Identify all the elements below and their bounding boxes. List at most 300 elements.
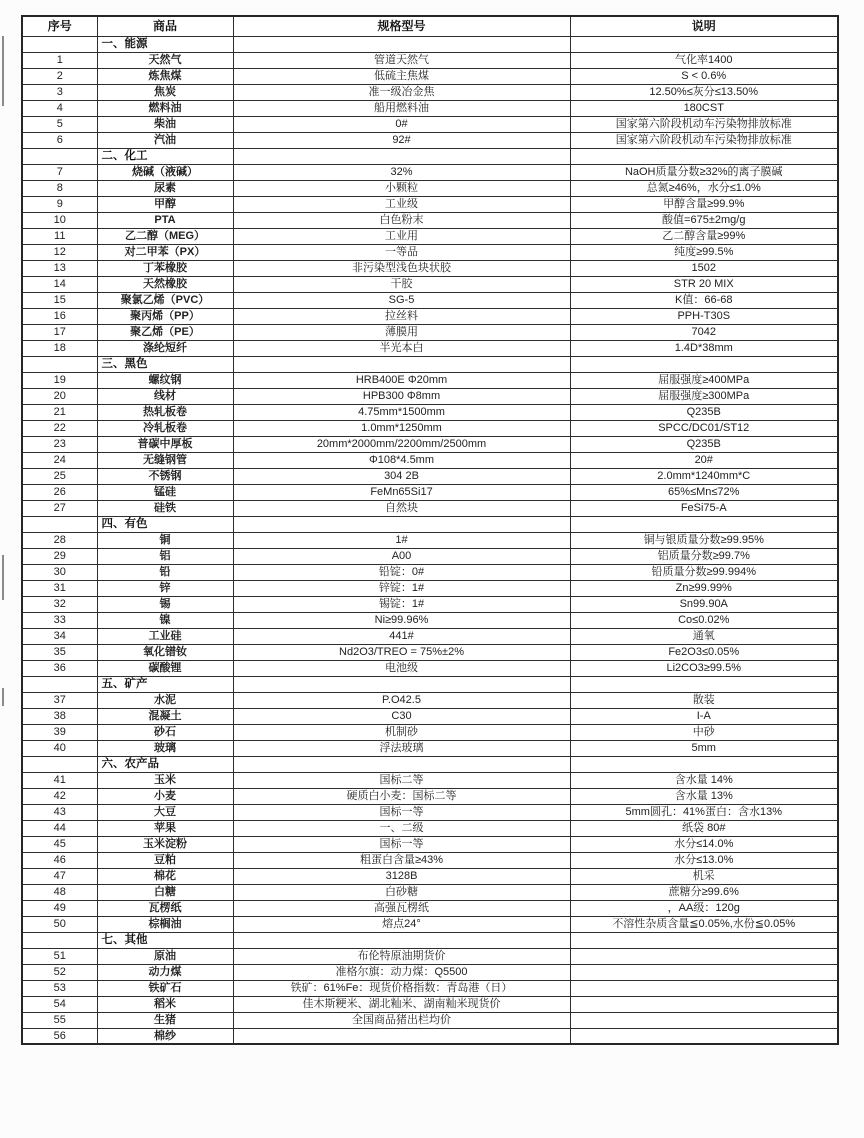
table-row (22, 468, 838, 484)
spec-cell: 32% (233, 164, 570, 180)
no-cell: 32 (22, 596, 97, 612)
spec-cell: 自然块 (233, 500, 570, 516)
no-cell: 37 (22, 692, 97, 708)
no-cell: 42 (22, 788, 97, 804)
table-row (22, 484, 838, 500)
desc-cell: FeSi75-A (570, 500, 838, 516)
name-cell: 碳酸锂 (97, 660, 233, 676)
table-body (22, 36, 838, 1044)
no-cell (22, 516, 97, 532)
spec-cell: 干胶 (233, 276, 570, 292)
spec-cell: 低硫主焦煤 (233, 68, 570, 84)
name-cell: 冷轧板卷 (97, 420, 233, 436)
spec-cell: 国标一等 (233, 836, 570, 852)
no-cell: 18 (22, 340, 97, 356)
spec-cell: 全国商品猪出栏均价 (233, 1012, 570, 1028)
desc-cell: 5mm (570, 740, 838, 756)
desc-cell: I-A (570, 708, 838, 724)
no-cell: 1 (22, 52, 97, 68)
no-cell: 43 (22, 804, 97, 820)
table-row (22, 132, 838, 148)
spec-cell (233, 1028, 570, 1044)
spec-cell (233, 756, 570, 772)
desc-cell: 不溶性杂质含量≦0.05%,水份≦0.05% (570, 916, 838, 932)
name-cell: 玉米 (97, 772, 233, 788)
no-cell: 38 (22, 708, 97, 724)
table-row (22, 292, 838, 308)
spec-cell: Ni≥99.96% (233, 612, 570, 628)
spec-cell: 锌锭：1# (233, 580, 570, 596)
desc-cell (570, 1028, 838, 1044)
spec-cell: 工业级 (233, 196, 570, 212)
table-row (22, 324, 838, 340)
table-row (22, 532, 838, 548)
section-row (22, 36, 838, 52)
table-row (22, 116, 838, 132)
table-row (22, 164, 838, 180)
no-cell: 24 (22, 452, 97, 468)
desc-cell (570, 148, 838, 164)
table-row (22, 388, 838, 404)
spec-cell: 准格尔旗：动力煤：Q5500 (233, 964, 570, 980)
section-label: 五、矿产 (97, 676, 233, 692)
table-row (22, 340, 838, 356)
desc-cell: Q235B (570, 436, 838, 452)
column-header-name: 商品 (97, 16, 233, 36)
desc-cell: 酸值=675±2mg/g (570, 212, 838, 228)
no-cell: 26 (22, 484, 97, 500)
no-cell: 3 (22, 84, 97, 100)
desc-cell: 12.50%≤灰分≤13.50% (570, 84, 838, 100)
name-cell: 铅 (97, 564, 233, 580)
desc-cell: 国家第六阶段机动车污染物排放标准 (570, 132, 838, 148)
table-row (22, 1028, 838, 1044)
spec-cell: 铁矿：61%Fe：现货价格指数：青岛港（日） (233, 980, 570, 996)
table-row (22, 1012, 838, 1028)
spec-cell: Φ108*4.5mm (233, 452, 570, 468)
name-cell: 炼焦煤 (97, 68, 233, 84)
desc-cell: Zn≥99.99% (570, 580, 838, 596)
desc-cell: 水分≤13.0% (570, 852, 838, 868)
no-cell: 2 (22, 68, 97, 84)
table-row (22, 420, 838, 436)
no-cell: 34 (22, 628, 97, 644)
spec-cell: 4.75mm*1500mm (233, 404, 570, 420)
name-cell: 燃料油 (97, 100, 233, 116)
desc-cell: 屈服强度≥400MPa (570, 372, 838, 388)
desc-cell: 机采 (570, 868, 838, 884)
section-label: 四、有色 (97, 516, 233, 532)
desc-cell: NaOH质量分数≥32%的离子膜碱 (570, 164, 838, 180)
table-row (22, 84, 838, 100)
column-header-desc: 说明 (570, 16, 838, 36)
name-cell: 丁苯橡胶 (97, 260, 233, 276)
table-row (22, 564, 838, 580)
name-cell: 对二甲苯（PX） (97, 244, 233, 260)
no-cell: 53 (22, 980, 97, 996)
no-cell: 13 (22, 260, 97, 276)
spec-cell: C30 (233, 708, 570, 724)
name-cell: 汽油 (97, 132, 233, 148)
name-cell: 铝 (97, 548, 233, 564)
spec-cell (233, 148, 570, 164)
table-row (22, 884, 838, 900)
no-cell: 17 (22, 324, 97, 340)
name-cell: 原油 (97, 948, 233, 964)
table-row (22, 612, 838, 628)
name-cell: 天然气 (97, 52, 233, 68)
desc-cell (570, 676, 838, 692)
column-header-no: 序号 (22, 16, 97, 36)
name-cell: 涤纶短纤 (97, 340, 233, 356)
table-row (22, 948, 838, 964)
name-cell: 工业硅 (97, 628, 233, 644)
no-cell: 20 (22, 388, 97, 404)
name-cell: 小麦 (97, 788, 233, 804)
desc-cell: 通氧 (570, 628, 838, 644)
desc-cell: 铅质量分数≥99.994% (570, 564, 838, 580)
section-label: 一、能源 (97, 36, 233, 52)
no-cell: 39 (22, 724, 97, 740)
no-cell: 46 (22, 852, 97, 868)
name-cell: 豆粕 (97, 852, 233, 868)
desc-cell: Li2CO3≥99.5% (570, 660, 838, 676)
no-cell: 15 (22, 292, 97, 308)
table-row (22, 772, 838, 788)
name-cell: 尿素 (97, 180, 233, 196)
spec-cell: SG-5 (233, 292, 570, 308)
section-row (22, 756, 838, 772)
no-cell: 14 (22, 276, 97, 292)
desc-cell: 5mm圆孔：41%蛋白：含水13% (570, 804, 838, 820)
name-cell: 天然橡胶 (97, 276, 233, 292)
no-cell: 49 (22, 900, 97, 916)
spec-cell: 熔点24° (233, 916, 570, 932)
no-cell: 31 (22, 580, 97, 596)
desc-cell: 180CST (570, 100, 838, 116)
no-cell: 12 (22, 244, 97, 260)
no-cell: 23 (22, 436, 97, 452)
desc-cell: 1.4D*38mm (570, 340, 838, 356)
table-row (22, 52, 838, 68)
name-cell: 苹果 (97, 820, 233, 836)
no-cell: 47 (22, 868, 97, 884)
table-row (22, 580, 838, 596)
table-row (22, 276, 838, 292)
desc-cell: 7042 (570, 324, 838, 340)
table-row (22, 740, 838, 756)
section-label: 六、农产品 (97, 756, 233, 772)
name-cell: PTA (97, 212, 233, 228)
spec-cell: 441# (233, 628, 570, 644)
desc-cell: Sn99.90A (570, 596, 838, 612)
name-cell: 铜 (97, 532, 233, 548)
table-row (22, 260, 838, 276)
desc-cell: 散装 (570, 692, 838, 708)
no-cell: 21 (22, 404, 97, 420)
spec-cell: 高强瓦楞纸 (233, 900, 570, 916)
no-cell: 19 (22, 372, 97, 388)
name-cell: 氧化镨钕 (97, 644, 233, 660)
spec-cell: 92# (233, 132, 570, 148)
no-cell: 50 (22, 916, 97, 932)
no-cell: 52 (22, 964, 97, 980)
spec-cell: 拉丝料 (233, 308, 570, 324)
no-cell: 7 (22, 164, 97, 180)
spec-cell: A00 (233, 548, 570, 564)
table-row (22, 628, 838, 644)
no-cell: 5 (22, 116, 97, 132)
desc-cell: SPCC/DC01/ST12 (570, 420, 838, 436)
spec-cell (233, 932, 570, 948)
desc-cell: PPH-T30S (570, 308, 838, 324)
table-row (22, 212, 838, 228)
no-cell: 22 (22, 420, 97, 436)
table-row (22, 436, 838, 452)
name-cell: 线材 (97, 388, 233, 404)
table-row (22, 548, 838, 564)
section-row (22, 356, 838, 372)
name-cell: 棉花 (97, 868, 233, 884)
table-row (22, 788, 838, 804)
desc-cell: 甲醇含量≥99.9% (570, 196, 838, 212)
table-row (22, 404, 838, 420)
section-label: 二、化工 (97, 148, 233, 164)
no-cell: 45 (22, 836, 97, 852)
name-cell: 柴油 (97, 116, 233, 132)
no-cell: 10 (22, 212, 97, 228)
desc-cell: STR 20 MIX (570, 276, 838, 292)
header-row (22, 16, 838, 36)
desc-cell: Co≤0.02% (570, 612, 838, 628)
no-cell (22, 756, 97, 772)
desc-cell: 含水量 13% (570, 788, 838, 804)
section-row (22, 932, 838, 948)
table-row (22, 68, 838, 84)
table-row (22, 228, 838, 244)
desc-cell (570, 516, 838, 532)
name-cell: 铁矿石 (97, 980, 233, 996)
desc-cell (570, 756, 838, 772)
name-cell: 砂石 (97, 724, 233, 740)
spec-cell: 白色粉末 (233, 212, 570, 228)
no-cell: 30 (22, 564, 97, 580)
spec-cell: 半光本白 (233, 340, 570, 356)
spec-cell: 一、二级 (233, 820, 570, 836)
name-cell: 生猪 (97, 1012, 233, 1028)
no-cell: 27 (22, 500, 97, 516)
spec-cell: 电池级 (233, 660, 570, 676)
name-cell: 焦炭 (97, 84, 233, 100)
desc-cell: 屈服强度≥300MPa (570, 388, 838, 404)
desc-cell: Fe2O3≤0.05% (570, 644, 838, 660)
spec-cell: 粗蛋白含量≥43% (233, 852, 570, 868)
desc-cell: 乙二醇含量≥99% (570, 228, 838, 244)
scan-edge-artifact (2, 36, 4, 106)
spec-cell: 0# (233, 116, 570, 132)
table-row (22, 836, 838, 852)
spec-cell: 非污染型浅色块状胶 (233, 260, 570, 276)
name-cell: 甲醇 (97, 196, 233, 212)
spec-cell: 304 2B (233, 468, 570, 484)
name-cell: 烧碱（液碱） (97, 164, 233, 180)
name-cell: 聚氯乙烯（PVC） (97, 292, 233, 308)
name-cell: 硅铁 (97, 500, 233, 516)
table-row (22, 964, 838, 980)
spec-cell: 20mm*2000mm/2200mm/2500mm (233, 436, 570, 452)
no-cell: 29 (22, 548, 97, 564)
spec-cell: P.O42.5 (233, 692, 570, 708)
no-cell: 55 (22, 1012, 97, 1028)
section-row (22, 148, 838, 164)
section-row (22, 516, 838, 532)
scan-edge-artifact (2, 688, 4, 706)
no-cell: 35 (22, 644, 97, 660)
table-row (22, 868, 838, 884)
spec-cell (233, 36, 570, 52)
desc-cell: 纯度≥99.5% (570, 244, 838, 260)
spec-cell: FeMn65Si17 (233, 484, 570, 500)
table-header (22, 16, 838, 36)
name-cell: 白糖 (97, 884, 233, 900)
no-cell: 11 (22, 228, 97, 244)
table-row (22, 244, 838, 260)
table-row (22, 980, 838, 996)
spec-cell: 准一级冶金焦 (233, 84, 570, 100)
table-row (22, 724, 838, 740)
no-cell: 48 (22, 884, 97, 900)
desc-cell: 中砂 (570, 724, 838, 740)
table-row (22, 804, 838, 820)
spec-cell: HPB300 Φ8mm (233, 388, 570, 404)
name-cell: 无缝钢管 (97, 452, 233, 468)
desc-cell (570, 356, 838, 372)
spec-cell: 薄膜用 (233, 324, 570, 340)
section-label: 三、黑色 (97, 356, 233, 372)
no-cell: 36 (22, 660, 97, 676)
table-row (22, 196, 838, 212)
name-cell: 螺纹钢 (97, 372, 233, 388)
no-cell (22, 148, 97, 164)
table-row (22, 500, 838, 516)
no-cell: 6 (22, 132, 97, 148)
desc-cell: 65%≤Mn≤72% (570, 484, 838, 500)
name-cell: 聚乙烯（PE） (97, 324, 233, 340)
desc-cell (570, 948, 838, 964)
spec-cell: 布伦特原油期货价 (233, 948, 570, 964)
table-row (22, 100, 838, 116)
name-cell: 锡 (97, 596, 233, 612)
desc-cell (570, 964, 838, 980)
desc-cell: ，AA级：120g (570, 900, 838, 916)
column-header-spec: 规格型号 (233, 16, 570, 36)
table-row (22, 308, 838, 324)
table-row (22, 596, 838, 612)
desc-cell: 水分≤14.0% (570, 836, 838, 852)
no-cell: 9 (22, 196, 97, 212)
no-cell: 56 (22, 1028, 97, 1044)
spec-cell: 3128B (233, 868, 570, 884)
spec-cell: 管道天然气 (233, 52, 570, 68)
spec-cell: 浮法玻璃 (233, 740, 570, 756)
desc-cell: 蔗糖分≥99.6% (570, 884, 838, 900)
spec-cell: 硬质白小麦：国标二等 (233, 788, 570, 804)
table-row (22, 644, 838, 660)
desc-cell (570, 996, 838, 1012)
no-cell: 33 (22, 612, 97, 628)
name-cell: 棉纱 (97, 1028, 233, 1044)
no-cell (22, 676, 97, 692)
name-cell: 热轧板卷 (97, 404, 233, 420)
section-label: 七、其他 (97, 932, 233, 948)
spec-cell: 佳木斯粳米、湖北籼米、湖南籼米现货价 (233, 996, 570, 1012)
name-cell: 大豆 (97, 804, 233, 820)
table-row (22, 852, 838, 868)
scan-edge-artifact (2, 555, 4, 600)
table-row (22, 996, 838, 1012)
spec-cell: 白砂糖 (233, 884, 570, 900)
table-row (22, 708, 838, 724)
desc-cell: 国家第六阶段机动车污染物排放标准 (570, 116, 838, 132)
table-row (22, 452, 838, 468)
name-cell: 镍 (97, 612, 233, 628)
no-cell (22, 356, 97, 372)
spec-cell: 铅锭：0# (233, 564, 570, 580)
desc-cell: S < 0.6% (570, 68, 838, 84)
spec-cell (233, 356, 570, 372)
no-cell: 16 (22, 308, 97, 324)
desc-cell (570, 932, 838, 948)
desc-cell: 总氮≥46%，水分≤1.0% (570, 180, 838, 196)
spec-cell: 1# (233, 532, 570, 548)
desc-cell: 气化率1400 (570, 52, 838, 68)
spec-cell: HRB400E Φ20mm (233, 372, 570, 388)
no-cell: 40 (22, 740, 97, 756)
spec-cell: 一等品 (233, 244, 570, 260)
table-row (22, 820, 838, 836)
spec-cell: 锡锭：1# (233, 596, 570, 612)
no-cell: 28 (22, 532, 97, 548)
no-cell: 4 (22, 100, 97, 116)
spec-cell: 国标一等 (233, 804, 570, 820)
desc-cell (570, 1012, 838, 1028)
commodity-spec-table (21, 15, 839, 1045)
no-cell: 54 (22, 996, 97, 1012)
spec-cell: 船用燃料油 (233, 100, 570, 116)
no-cell: 25 (22, 468, 97, 484)
no-cell: 44 (22, 820, 97, 836)
desc-cell: 含水量 14% (570, 772, 838, 788)
name-cell: 混凝土 (97, 708, 233, 724)
spec-cell: 机制砂 (233, 724, 570, 740)
no-cell: 51 (22, 948, 97, 964)
spec-cell (233, 676, 570, 692)
spec-cell: 国标二等 (233, 772, 570, 788)
desc-cell: 铝质量分数≥99.7% (570, 548, 838, 564)
name-cell: 玉米淀粉 (97, 836, 233, 852)
name-cell: 动力煤 (97, 964, 233, 980)
spec-cell: 1.0mm*1250mm (233, 420, 570, 436)
desc-cell (570, 980, 838, 996)
desc-cell: K值：66-68 (570, 292, 838, 308)
name-cell: 普碳中厚板 (97, 436, 233, 452)
name-cell: 瓦楞纸 (97, 900, 233, 916)
table-row (22, 916, 838, 932)
name-cell: 聚丙烯（PP） (97, 308, 233, 324)
section-row (22, 676, 838, 692)
desc-cell: 铜与银质量分数≥99.95% (570, 532, 838, 548)
spec-cell (233, 516, 570, 532)
